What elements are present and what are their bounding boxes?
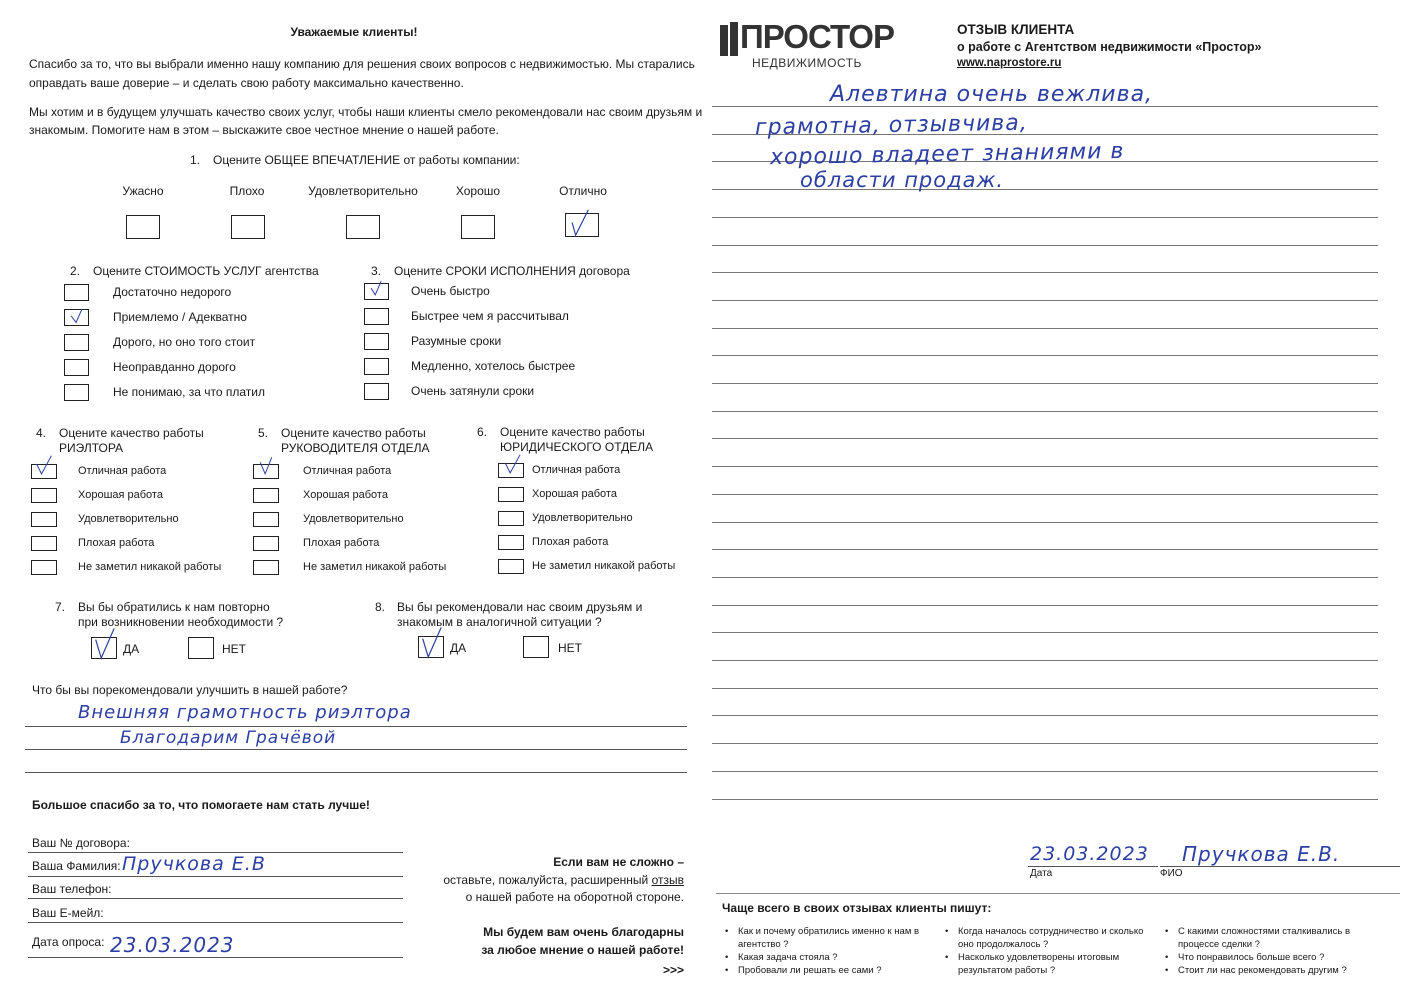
review-text-line-2: грамотна, отзывчива, bbox=[754, 110, 1028, 141]
q1-option-label-3: Удовлетворительно bbox=[308, 184, 418, 198]
review-link[interactable]: отзыв bbox=[651, 873, 684, 887]
q8-no-label: НЕТ bbox=[558, 641, 582, 655]
q2-label: Оцените СТОИМОСТЬ УСЛУГ агентства bbox=[93, 264, 319, 278]
checkmark-icon bbox=[365, 278, 388, 299]
q6-checkbox-5[interactable] bbox=[498, 559, 524, 574]
review-title: ОТЗЫВ КЛИЕНТА bbox=[957, 22, 1075, 37]
ruled-line bbox=[712, 799, 1378, 800]
q5-option-1: Отличная работа bbox=[303, 465, 392, 477]
q3-option-2: Быстрее чем я рассчитывал bbox=[411, 309, 569, 323]
q7-yes-label: ДА bbox=[123, 642, 140, 656]
ruled-line bbox=[712, 355, 1378, 356]
q4-option-5: Не заметил никакой работы bbox=[78, 561, 222, 573]
q4-number: 4. bbox=[36, 426, 47, 440]
intro-text-1a: Спасибо за то, что вы выбрали именно нашу компанию для решения своих вопросов с недвижимостью. Мы старались bbox=[29, 57, 695, 71]
q2-checkbox-4[interactable] bbox=[64, 359, 89, 376]
q3-checkbox-4[interactable] bbox=[364, 358, 389, 375]
q2-checkbox-5[interactable] bbox=[64, 384, 89, 401]
q7-yes-checkbox[interactable] bbox=[91, 637, 117, 659]
ruled-line bbox=[712, 328, 1378, 329]
q8-yes-label: ДА bbox=[450, 641, 467, 655]
q5-label-1: Оцените качество работы bbox=[281, 426, 426, 440]
site-link[interactable]: www.naprostore.ru bbox=[957, 57, 1062, 69]
improve-line-3 bbox=[25, 772, 687, 773]
q1-checkbox-4[interactable] bbox=[461, 215, 495, 239]
ruled-line bbox=[712, 632, 1378, 633]
q3-checkbox-3[interactable] bbox=[364, 333, 389, 350]
note-line-2: оставьте, пожалуйста, расширенный отзыв bbox=[443, 873, 684, 887]
checkmark-icon bbox=[92, 632, 116, 660]
thanks-text: Большое спасибо за то, что помогаете нам стать лучше! bbox=[32, 798, 370, 812]
q6-label-1: Оцените качество работы bbox=[500, 425, 645, 439]
q3-option-3: Разумные сроки bbox=[411, 334, 502, 348]
q7-no-label: НЕТ bbox=[222, 642, 246, 656]
q2-option-3: Дорого, но оно того стоит bbox=[113, 335, 256, 349]
q6-option-3: Удовлетворительно bbox=[532, 512, 633, 524]
checkmark-icon bbox=[419, 631, 443, 659]
q1-option-label-5: Отлично bbox=[559, 184, 607, 198]
q3-checkbox-5[interactable] bbox=[364, 383, 389, 400]
q4-checkbox-5[interactable] bbox=[31, 560, 57, 575]
improve-line-1 bbox=[25, 726, 687, 727]
checkmark-icon bbox=[566, 208, 598, 239]
improve-answer-line-1: Внешняя грамотность риэлтора bbox=[78, 702, 412, 723]
logo-building-icon bbox=[720, 22, 740, 56]
q1-option-label-4: Хорошо bbox=[455, 184, 501, 198]
q6-option-2: Хорошая работа bbox=[532, 488, 617, 500]
ruled-line bbox=[712, 549, 1378, 550]
q4-checkbox-2[interactable] bbox=[31, 488, 57, 503]
q6-option-4: Плохая работа bbox=[532, 536, 609, 548]
q2-option-1: Достаточно недорого bbox=[113, 285, 232, 299]
ruled-line bbox=[712, 715, 1378, 716]
q4-label-2: РИЭЛТОРА bbox=[59, 441, 124, 455]
q2-checkbox-1[interactable] bbox=[64, 284, 89, 301]
q5-checkbox-3[interactable] bbox=[253, 512, 279, 527]
q8-yes-checkbox[interactable] bbox=[418, 636, 444, 658]
q5-checkbox-1[interactable] bbox=[253, 464, 279, 479]
q6-checkbox-4[interactable] bbox=[498, 535, 524, 550]
ruled-line bbox=[712, 300, 1378, 301]
ruled-line bbox=[712, 577, 1378, 578]
note-line-5: за любое мнение о нашей работе! bbox=[481, 943, 684, 957]
review-text-line-4: области продаж. bbox=[800, 168, 1005, 192]
checkmark-icon bbox=[254, 459, 278, 477]
q6-option-1: Отличная работа bbox=[532, 464, 621, 476]
q3-option-1: Очень быстро bbox=[411, 284, 490, 298]
q1-checkbox-5[interactable] bbox=[565, 213, 599, 237]
note-line-4: Мы будем вам очень благодарны bbox=[483, 925, 684, 939]
ruled-line bbox=[712, 743, 1378, 744]
q2-option-4: Неоправданно дорого bbox=[113, 360, 236, 374]
survey-date-value: 23.03.2023 bbox=[110, 933, 235, 957]
checkmark-icon bbox=[499, 458, 523, 476]
ruled-line bbox=[712, 272, 1378, 273]
q1-label: Оцените ОБЩЕЕ ВПЕЧАТЛЕНИЕ от работы компании: bbox=[213, 153, 520, 167]
ruled-line bbox=[712, 438, 1378, 439]
contract-label: Ваш № договора: bbox=[32, 836, 130, 850]
phone-line bbox=[28, 898, 403, 899]
logo-name: ПРОСТОР bbox=[740, 18, 894, 55]
client-signature: Пручкова Е.В. bbox=[1182, 842, 1341, 866]
surname-value: Пручкова Е.В bbox=[122, 853, 266, 875]
q4-checkbox-1[interactable] bbox=[31, 464, 57, 479]
ruled-line bbox=[712, 411, 1378, 412]
prostor-logo bbox=[720, 20, 906, 72]
review-text-line-1: Алевтина очень вежлива, bbox=[830, 82, 1154, 107]
surname-label: Ваша Фамилия: bbox=[32, 859, 121, 873]
q6-checkbox-2[interactable] bbox=[498, 487, 524, 502]
q6-option-5: Не заметил никакой работы bbox=[532, 560, 676, 572]
ruled-line bbox=[712, 217, 1378, 218]
review-subtitle: о работе с Агентством недвижимости «Простор» bbox=[957, 40, 1262, 54]
q5-option-4: Плохая работа bbox=[303, 537, 380, 549]
intro-text-1b: оправдать ваше доверие – и сделать свою работу максимально качественно. bbox=[29, 76, 464, 90]
q5-number: 5. bbox=[258, 426, 269, 440]
date-label: Дата опроса: bbox=[32, 935, 105, 949]
q5-option-3: Удовлетворительно bbox=[303, 513, 404, 525]
note-line-3: о нашей работе на оборотной стороне. bbox=[465, 890, 684, 904]
ruled-line bbox=[712, 494, 1378, 495]
fio-caption: ФИО bbox=[1160, 868, 1183, 879]
q4-option-1: Отличная работа bbox=[78, 465, 167, 477]
q8-label-1: Вы бы рекомендовали нас своим друзьям и bbox=[397, 600, 643, 614]
q3-option-4: Медленно, хотелось быстрее bbox=[411, 359, 576, 373]
ruled-line bbox=[712, 688, 1378, 689]
q4-option-4: Плохая работа bbox=[78, 537, 155, 549]
q7-label-1: Вы бы обратились к нам повторно bbox=[78, 600, 270, 614]
q5-option-5: Не заметил никакой работы bbox=[303, 561, 447, 573]
q5-checkbox-4[interactable] bbox=[253, 536, 279, 551]
ruled-line bbox=[712, 466, 1378, 467]
ruled-line bbox=[712, 383, 1378, 384]
q1-option-label-1: Ужасно bbox=[122, 184, 164, 198]
q6-number: 6. bbox=[477, 425, 488, 439]
left-title: Уважаемые клиенты! bbox=[290, 25, 418, 39]
q3-checkbox-2[interactable] bbox=[364, 308, 389, 325]
q8-label-2: знакомым в аналогичной ситуации ? bbox=[397, 615, 602, 629]
q7-label-2: при возникновении необходимости ? bbox=[78, 615, 284, 629]
tips-separator bbox=[716, 893, 1400, 894]
surname-line bbox=[28, 876, 403, 877]
q1-checkbox-1[interactable] bbox=[126, 215, 160, 239]
ruled-line bbox=[712, 605, 1378, 606]
logo-sub: НЕДВИЖИМОСТЬ bbox=[752, 56, 862, 70]
fio-sign-line bbox=[1160, 866, 1400, 867]
checkmark-icon bbox=[32, 459, 56, 477]
q7-number: 7. bbox=[55, 600, 66, 614]
q2-option-5: Не понимаю, за что платил bbox=[113, 385, 266, 399]
q3-label: Оцените СРОКИ ИСПОЛНЕНИЯ договора bbox=[394, 264, 630, 278]
q5-label-2: РУКОВОДИТЕЛЯ ОТДЕЛА bbox=[281, 441, 430, 455]
q1-number: 1. bbox=[190, 153, 201, 167]
q3-number: 3. bbox=[371, 264, 382, 278]
q1-checkbox-2[interactable] bbox=[231, 215, 265, 239]
phone-label: Ваш телефон: bbox=[32, 882, 112, 896]
q4-label-1: Оцените качество работы bbox=[59, 426, 204, 440]
q2-checkbox-3[interactable] bbox=[64, 334, 89, 351]
improve-question: Что бы вы порекомендовали улучшить в нашей работе? bbox=[32, 683, 348, 697]
intro-text-2a: Мы хотим и в будущем улучшать качество своих услуг, чтобы наши клиенты смело рекомендовали нас своим друзьям и bbox=[29, 105, 703, 119]
q4-checkbox-3[interactable] bbox=[31, 512, 57, 527]
q4-option-3: Удовлетворительно bbox=[78, 513, 179, 525]
q1-checkbox-3[interactable] bbox=[346, 215, 380, 239]
date-caption: Дата bbox=[1030, 868, 1053, 879]
date-line bbox=[28, 957, 403, 958]
note-line-1: Если вам не сложно – bbox=[553, 855, 684, 869]
ruled-line bbox=[712, 522, 1378, 523]
q7-no-checkbox[interactable] bbox=[188, 637, 214, 659]
ruled-line bbox=[712, 771, 1378, 772]
q5-option-2: Хорошая работа bbox=[303, 489, 388, 501]
ruled-line bbox=[712, 245, 1378, 246]
review-text-line-3: хорошо владеет знаниями в bbox=[769, 138, 1125, 171]
tips-title: Чаще всего в своих отзывах клиенты пишут: bbox=[722, 901, 992, 915]
q5-checkbox-5[interactable] bbox=[253, 560, 279, 575]
signature-date: 23.03.2023 bbox=[1030, 843, 1149, 865]
q6-checkbox-1[interactable] bbox=[498, 463, 524, 478]
q2-option-2: Приемлемо / Адекватно bbox=[113, 310, 247, 324]
email-line bbox=[28, 922, 403, 923]
date-sign-line bbox=[1028, 866, 1158, 867]
q3-option-5: Очень затянули сроки bbox=[411, 384, 535, 398]
ruled-line bbox=[712, 660, 1378, 661]
email-label: Ваш Е-мейл: bbox=[32, 906, 104, 920]
q3-checkbox-1[interactable] bbox=[364, 283, 389, 300]
checkmark-icon bbox=[65, 304, 88, 325]
q4-option-2: Хорошая работа bbox=[78, 489, 163, 501]
q6-checkbox-3[interactable] bbox=[498, 511, 524, 526]
intro-text-2b: знакомым. Помогите нам в этом – выскажите свое честное мнение о нашей работе. bbox=[29, 123, 499, 137]
q4-checkbox-4[interactable] bbox=[31, 536, 57, 551]
q1-option-label-2: Плохо bbox=[229, 184, 265, 198]
arrows-text: >>> bbox=[662, 963, 684, 977]
improve-line-2 bbox=[25, 749, 687, 750]
improve-answer-line-2: Благодарим Грачёвой bbox=[120, 728, 337, 748]
q2-checkbox-2[interactable] bbox=[64, 309, 89, 326]
q8-no-checkbox[interactable] bbox=[523, 636, 549, 658]
q6-label-2: ЮРИДИЧЕСКОГО ОТДЕЛА bbox=[500, 440, 654, 454]
q2-number: 2. bbox=[70, 264, 81, 278]
q8-number: 8. bbox=[375, 600, 386, 614]
q5-checkbox-2[interactable] bbox=[253, 488, 279, 503]
